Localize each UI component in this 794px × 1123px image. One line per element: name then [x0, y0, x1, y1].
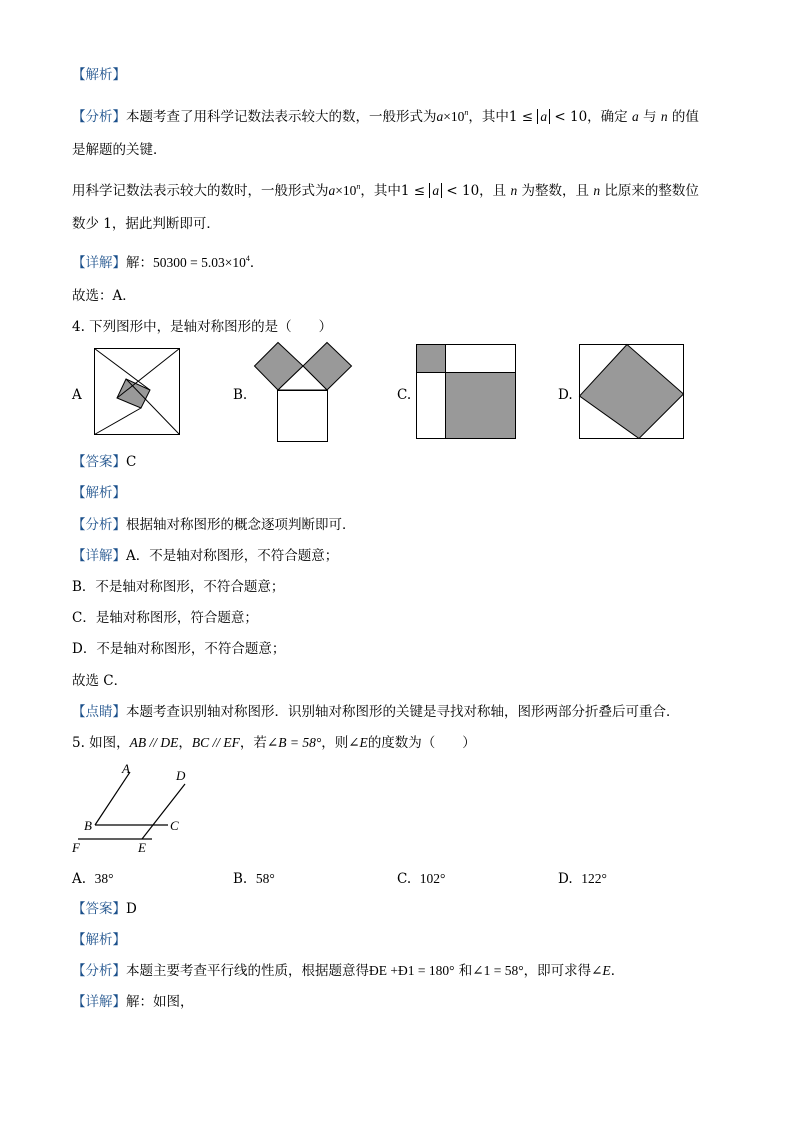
- option-value: 38°: [94, 871, 114, 886]
- q4-stem: 4. 下列图形中，是轴对称图形的是（ ）: [72, 319, 333, 335]
- text: ，其中1 ≤: [360, 183, 430, 199]
- label-d: D: [176, 768, 186, 783]
- text: 的值: [667, 109, 699, 125]
- q5-option-c: [397, 870, 445, 888]
- equation: ÐE +Ð1 = 180°: [369, 963, 455, 978]
- q4-detail-a: [72, 547, 338, 565]
- text: 比原来的整数位: [600, 183, 699, 199]
- var-n: n: [593, 183, 601, 198]
- option-value: 122°: [581, 871, 607, 886]
- q4-detail-b: B．不是轴对称图形，不符合题意；: [72, 579, 285, 595]
- label-a: A: [122, 761, 130, 776]
- analysis-line-1: [72, 104, 699, 126]
- analysis-label: 【分析】: [72, 109, 126, 125]
- q4-option-a-label: A: [72, 387, 82, 403]
- text: ，: [178, 735, 192, 751]
- var-a: a: [436, 109, 444, 124]
- label-b: B: [84, 818, 92, 833]
- comment-label: 【点睛】: [72, 704, 126, 720]
- q4-choose: 故选 C．: [72, 673, 128, 689]
- q5-detail: [72, 993, 194, 1011]
- option-value: 58°: [255, 871, 275, 886]
- q5-analysis: [72, 962, 624, 980]
- q4-answer: [72, 453, 136, 471]
- math-angle-b: ∠B = 58°: [266, 735, 322, 750]
- q4-detail-c: C．是轴对称图形，符合题意；: [72, 610, 258, 626]
- analysis-text: 根据轴对称图形的概念逐项判断即可．: [126, 517, 356, 533]
- q5-figure: [70, 762, 200, 854]
- analysis-label: 【分析】: [72, 963, 126, 979]
- q4-figure-a: [94, 348, 180, 436]
- text: ．: [610, 963, 625, 979]
- abs-a: a: [537, 109, 550, 124]
- text: 与: [638, 109, 661, 125]
- var-n: n: [510, 183, 518, 198]
- q4-option-b-label: B.: [233, 387, 248, 403]
- detail-label: 【详解】: [72, 994, 126, 1010]
- equation: ∠1 = 58°: [472, 963, 524, 978]
- label-c: C: [170, 818, 179, 833]
- text: 和: [454, 963, 473, 979]
- times-ten: ×10: [335, 183, 357, 198]
- option-letter: D.: [558, 871, 573, 887]
- var-a: a: [631, 109, 639, 124]
- choose-line: 故选：A．: [72, 288, 136, 304]
- label-e: E: [138, 840, 146, 855]
- text: 用科学记数法表示较大的数时，一般形式为: [72, 183, 329, 199]
- option-letter: B.: [233, 871, 248, 887]
- analysis-label: 【分析】: [72, 517, 126, 533]
- text: 5. 如图，: [72, 735, 130, 751]
- text: ，其中1 ≤: [468, 109, 538, 125]
- q4-figure-c: [416, 344, 516, 440]
- option-letter: C.: [397, 871, 412, 887]
- exponent: 4: [245, 254, 250, 263]
- analysis-line-2: 是解题的关键．: [72, 142, 167, 158]
- q4-comment: [72, 703, 680, 721]
- detail-text: A．不是轴对称图形，不符合题意；: [126, 548, 339, 564]
- equation: ∠E: [591, 963, 611, 978]
- method-line-2: 数少 1，据此判断即可．: [72, 216, 220, 232]
- q4-jiexi-label: 【解析】: [72, 485, 126, 501]
- text: ，即可求得: [523, 963, 592, 979]
- option-value: 102°: [419, 871, 446, 886]
- math-angle-e: ∠E: [348, 735, 368, 750]
- text: 的度数为（ ）: [367, 735, 476, 751]
- detail-text: 解：如图，: [126, 994, 194, 1010]
- answer-label: 【答案】: [72, 454, 126, 470]
- text: < 10，确定: [550, 109, 632, 125]
- q5-option-a: [72, 870, 114, 888]
- analysis-text: 本题考查了用科学记数法表示较大的数，一般形式为: [126, 109, 437, 125]
- math-ab-parallel-de: AB // DE: [129, 735, 179, 750]
- q5-answer: [72, 900, 137, 918]
- method-line-1: [72, 178, 699, 200]
- comment-text: 本题考查识别轴对称图形．识别轴对称图形的关键是寻找对称轴，图形两部分折叠后可重合．: [126, 704, 680, 720]
- var-n: n: [660, 109, 668, 124]
- detail-line: [72, 250, 263, 272]
- text: ，则: [321, 735, 349, 751]
- detail-label: 【详解】: [72, 255, 126, 271]
- text: 为整数，且: [517, 183, 594, 199]
- q4-figure-d: [579, 344, 685, 440]
- times-ten: ×10: [443, 109, 465, 124]
- q4-analysis: [72, 516, 356, 534]
- jiexi-label: 【解析】: [72, 67, 126, 83]
- answer-value: D: [126, 901, 137, 917]
- math-bc-parallel-ef: BC // EF: [191, 735, 240, 750]
- text: ．: [249, 255, 264, 271]
- text: 解：: [126, 255, 153, 271]
- exp-n: n: [356, 182, 361, 191]
- q5-jiexi-label: 【解析】: [72, 932, 126, 948]
- text: 本题主要考查平行线的性质，根据题意得: [126, 963, 369, 979]
- label-f: F: [72, 840, 80, 855]
- q4-figure-b: [254, 342, 352, 442]
- abs-a: a: [429, 183, 442, 198]
- answer-value: C: [126, 454, 137, 470]
- text: ，若: [239, 735, 267, 751]
- q5-option-d: [558, 870, 607, 888]
- q5-option-b: [233, 870, 275, 888]
- q4-detail-d: D．不是轴对称图形，不符合题意；: [72, 641, 286, 657]
- q5-stem: [72, 734, 476, 752]
- equation: 50300 = 5.03×10: [153, 255, 246, 270]
- option-letter: A.: [72, 871, 87, 887]
- detail-label: 【详解】: [72, 548, 126, 564]
- exp-n: n: [464, 108, 469, 117]
- q4-option-d-label: D.: [558, 387, 573, 403]
- text: < 10，且: [442, 183, 511, 199]
- q4-option-c-label: C.: [397, 387, 412, 403]
- var-a: a: [328, 183, 336, 198]
- answer-label: 【答案】: [72, 901, 126, 917]
